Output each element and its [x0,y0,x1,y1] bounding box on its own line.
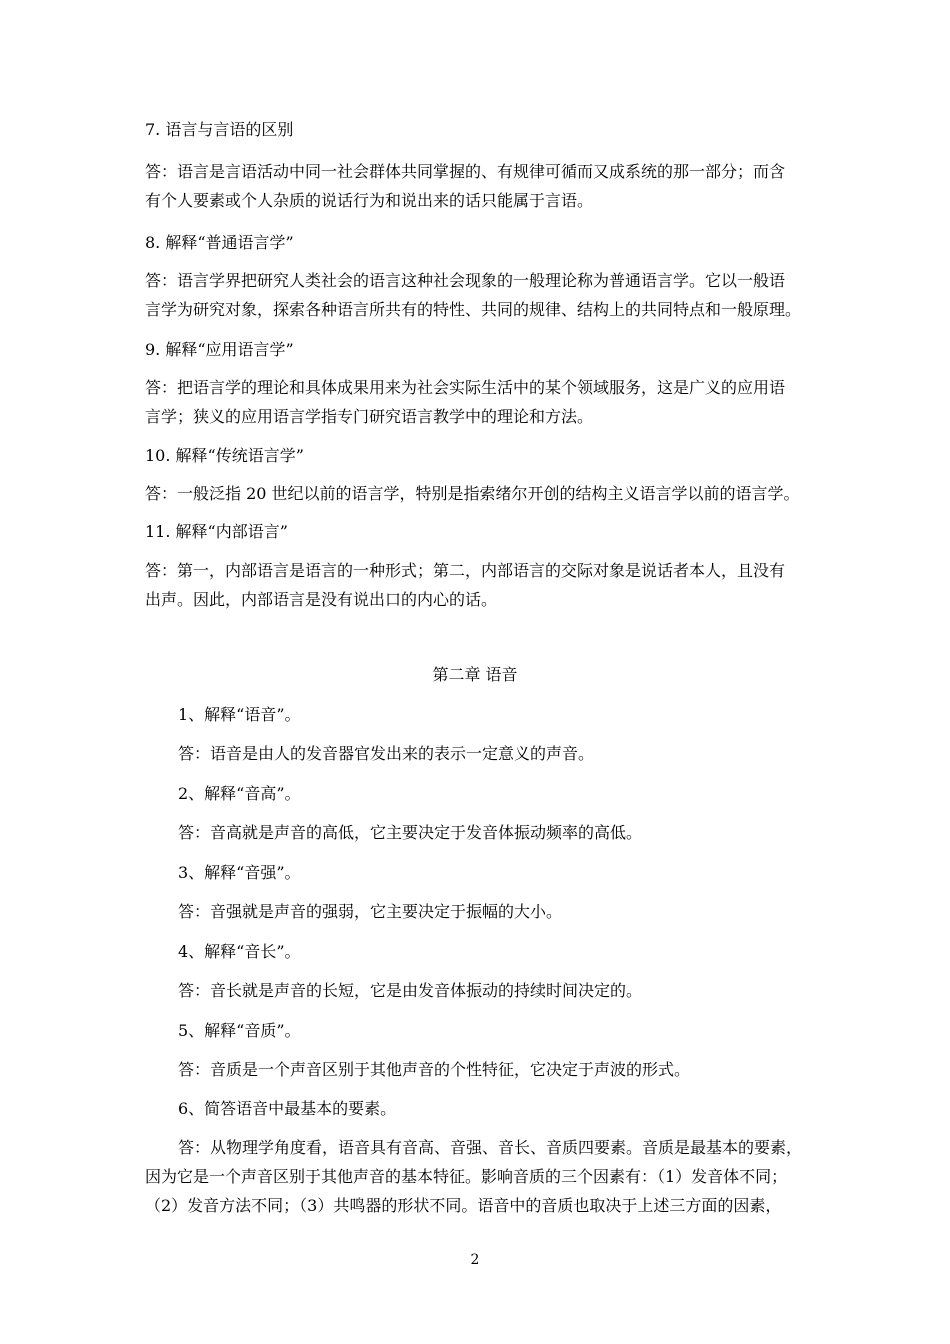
q11-title: 11. 解释“内部语言” [145,522,288,541]
q10-answer: 答：一般泛指 20 世纪以前的语言学，特别是指索绪尔开创的结构主义语言学以前的语言学。 [145,484,800,503]
q8-answer-line2: 言学为研究对象，探索各种语言所共有的特性、共同的规律、结构上的共同特点和一般原理。 [145,300,802,319]
ch2-q1-title: 1、解释“语音”。 [178,705,301,724]
page-number: 2 [470,1252,480,1268]
q9-title: 9. 解释“应用语言学” [145,340,294,359]
chapter2-title: 第二章 语音 [432,665,518,684]
q8-title: 8. 解释“普通语言学” [145,233,294,252]
q11-answer-line2: 出声。因此，内部语言是没有说出口的内心的话。 [145,590,498,609]
ch2-q6-title: 6、简答语音中最基本的要素。 [178,1099,397,1118]
q9-answer-line2: 言学；狭义的应用语言学指专门研究语言教学中的理论和方法。 [145,407,594,426]
q7-title: 7. 语言与言语的区别 [145,120,294,139]
ch2-q4-answer: 答：音长就是声音的长短，它是由发音体振动的持续时间决定的。 [178,981,643,1000]
q10-title: 10. 解释“传统语言学” [145,446,304,465]
ch2-q6-answer-line2: 因为它是一个声音区别于其他声音的基本特征。影响音质的三个因素有：（1）发音体不同； [145,1167,788,1186]
ch2-q4-title: 4、解释“音长”。 [178,942,301,961]
q8-answer-line1: 答：语言学界把研究人类社会的语言这种社会现象的一般理论称为普通语言学。它以一般语 [145,271,786,290]
ch2-q6-answer-line1: 答：从物理学角度看，语音具有音高、音强、音长、音质四要素。音质是最基本的要素， [178,1138,803,1157]
ch2-q5-answer: 答：音质是一个声音区别于其他声音的个性特征，它决定于声波的形式。 [178,1060,691,1079]
ch2-q3-answer: 答：音强就是声音的强弱，它主要决定于振幅的大小。 [178,902,563,921]
q7-answer-line1: 答：语言是言语活动中同一社会群体共同掌握的、有规律可循而又成系统的那一部分；而含 [145,162,786,181]
ch2-q2-title: 2、解释“音高”。 [178,784,301,803]
ch2-q2-answer: 答：音高就是声音的高低，它主要决定于发音体振动频率的高低。 [178,823,643,842]
ch2-q5-title: 5、解释“音质”。 [178,1021,301,1040]
q9-answer-line1: 答：把语言学的理论和具体成果用来为社会实际生活中的某个领域服务，这是广义的应用语 [145,378,786,397]
ch2-q3-title: 3、解释“音强”。 [178,863,301,882]
ch2-q6-answer-line3: （2）发音方法不同；（3）共鸣器的形状不同。语音中的音质也取决于上述三方面的因素， [145,1196,782,1215]
q7-answer-line2: 有个人要素或个人杂质的说话行为和说出来的话只能属于言语。 [145,191,594,210]
q11-answer-line1: 答：第一，内部语言是语言的一种形式；第二，内部语言的交际对象是说话者本人，且没有 [145,561,786,580]
ch2-q1-answer: 答：语音是由人的发音器官发出来的表示一定意义的声音。 [178,744,595,763]
